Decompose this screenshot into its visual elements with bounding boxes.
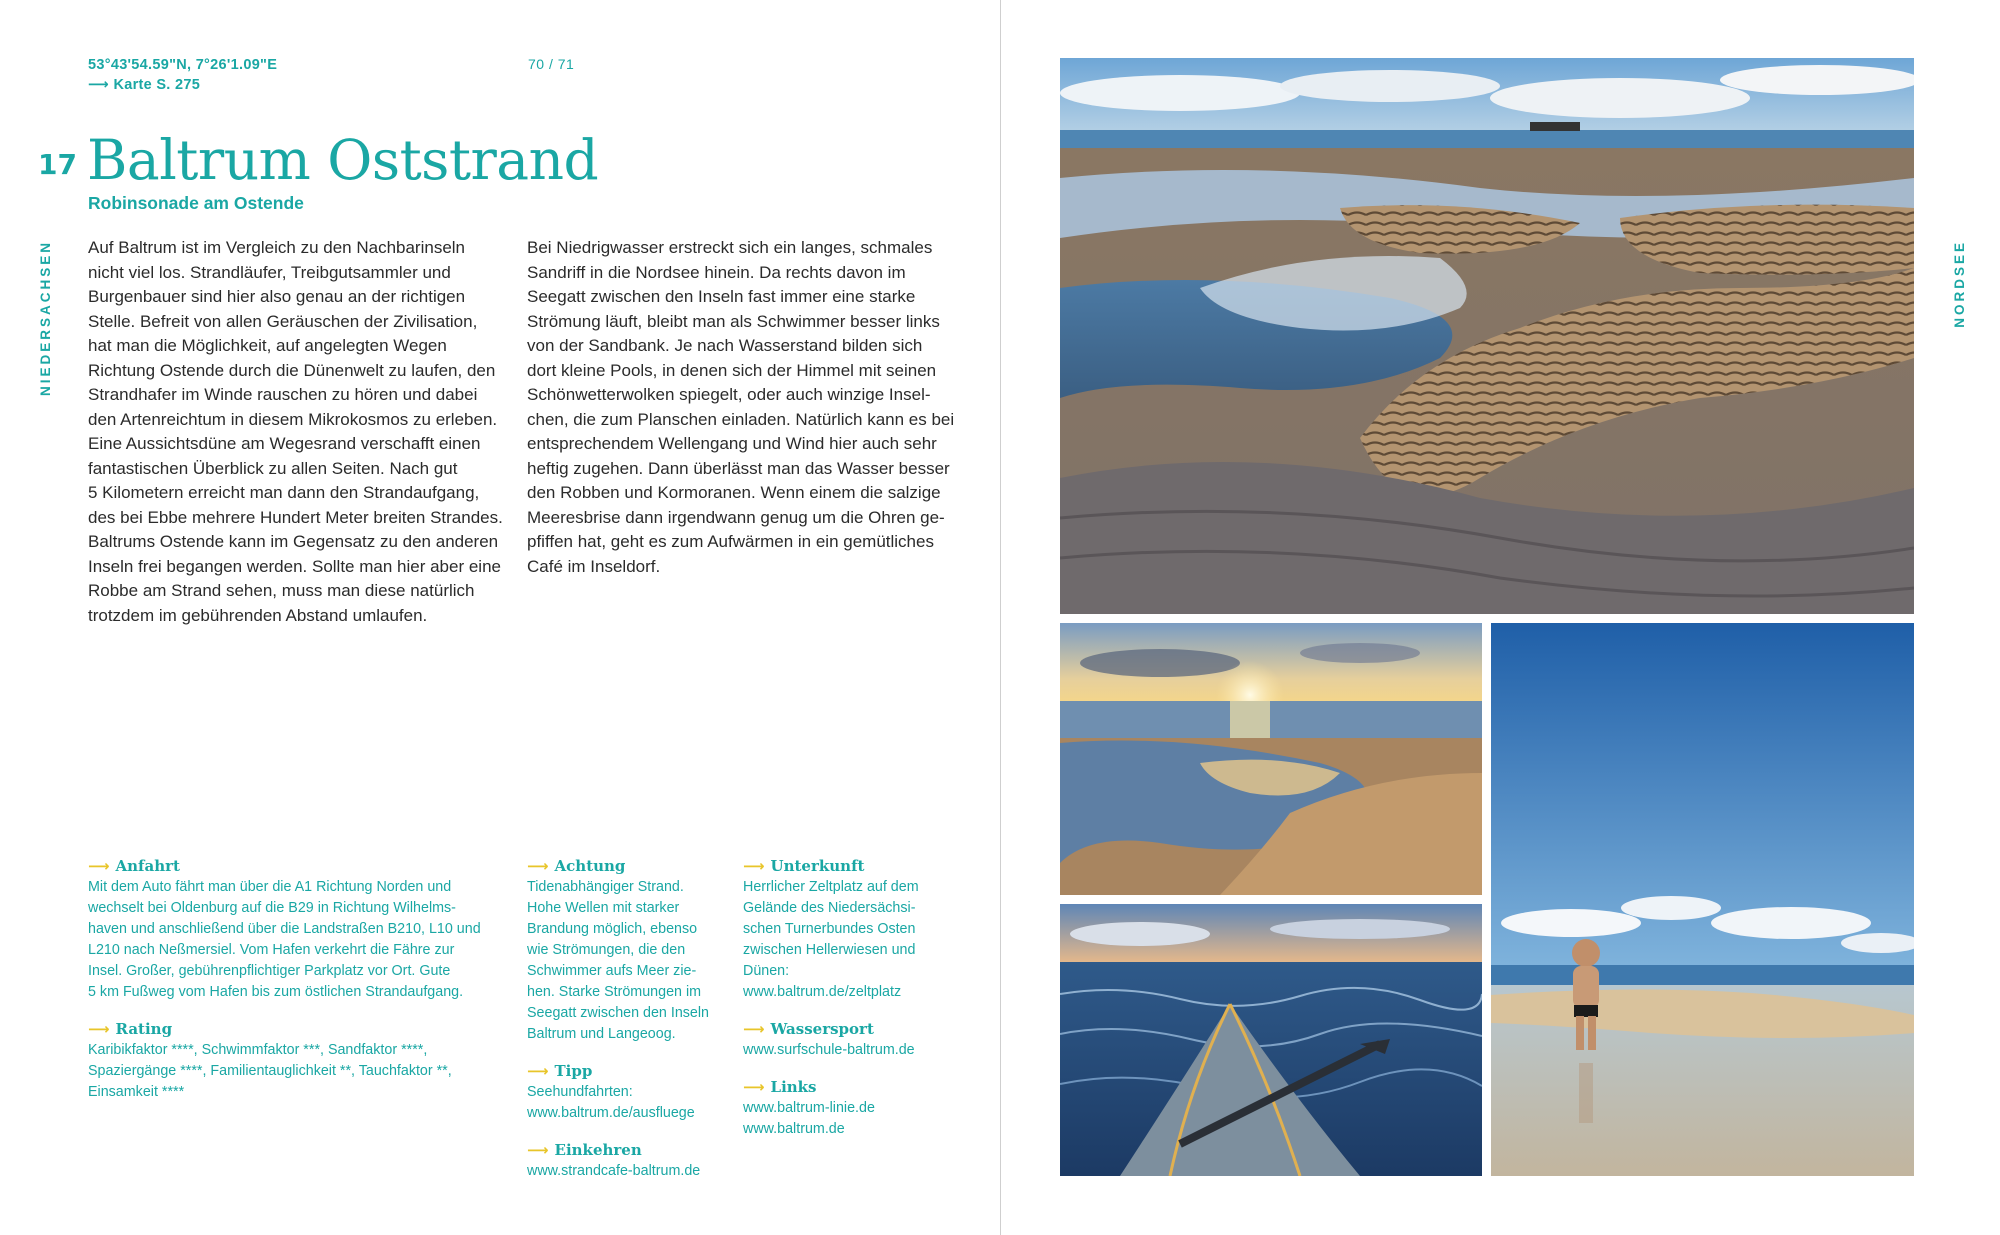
info-text-line: Gelände des Niedersächsi- — [743, 900, 916, 916]
info-heading: Achtung — [554, 857, 626, 875]
info-heading: Rating — [115, 1020, 173, 1038]
info-text-line: schen Turnerbundes Osten — [743, 921, 916, 937]
info-heading: Anfahrt — [115, 857, 180, 875]
info-text — [527, 1161, 732, 1182]
info-text-line: Seehundfahrten: — [527, 1084, 633, 1100]
body-text-line: von der Sandbank. Je nach Wasserstand bilden sich — [527, 336, 923, 355]
region-label: NORDSEE — [1952, 240, 1967, 328]
body-text-line: den Artenreichtum in diesem Mikrokosmos zu erleben. — [88, 409, 498, 429]
body-text-line: Seegatt zwischen den Inseln fast immer eine starke — [527, 287, 916, 306]
info-text-line: Schwimmer aufs Meer zie- — [527, 963, 697, 979]
info-text-line: Seegatt zwischen den Inseln — [527, 1005, 710, 1021]
info-text — [88, 877, 508, 1003]
body-text-line: den Robben und Kormoranen. Wenn einem die salzige — [527, 483, 941, 502]
info-text-line: Insel. Großer, gebührenpflichtiger Parkplatz vor Ort. Gute — [88, 963, 451, 979]
info-tipp — [527, 1061, 732, 1124]
info-heading: Unterkunft — [770, 857, 865, 875]
info-text — [743, 1098, 958, 1140]
coordinates: 53°43'54.59"N, 7°26'1.09"E — [88, 57, 278, 73]
info-text-line: www.baltrum.de/zeltplatz — [743, 984, 902, 1000]
info-text-line: www.surfschule-baltrum.de — [743, 1042, 915, 1058]
info-wassersport — [743, 1019, 958, 1061]
page-gutter-divider — [1000, 0, 1001, 1235]
info-text-line: Spaziergänge ****, Familientauglichkeit **, Tauchfaktor **, — [88, 1063, 452, 1079]
map-reference — [88, 75, 277, 95]
info-anfahrt — [88, 856, 508, 1003]
info-text-line: Baltrum und Langeoog. — [527, 1026, 676, 1042]
arrow-right-icon: ⟶ — [743, 1020, 765, 1038]
info-unterkunft — [743, 856, 958, 1003]
photo-sunset-pool-image — [1060, 623, 1482, 895]
info-text — [743, 877, 958, 1003]
body-text-line: Inseln frei begangen werden. Sollte man hier aber eine — [88, 556, 501, 576]
body-text-line: Eine Aussichtsdüne am Wegesrand verschafft einen — [88, 434, 481, 453]
arrow-right-icon: ⟶ — [743, 857, 765, 875]
info-text-line: Herrlicher Zeltplatz auf dem — [743, 879, 919, 895]
info-text — [743, 1040, 958, 1061]
body-text-line: Burgenbauer sind hier also genau an der richtigen — [88, 287, 466, 306]
arrow-right-icon: ⟶ — [88, 77, 110, 93]
info-text-line: 5 km Fußweg vom Hafen bis zum östlichen Strandaufgang. — [88, 984, 464, 1000]
body-text-line: Schönwetterwolken spiegelt, oder auch winzige Insel- — [527, 385, 931, 404]
page-title: Baltrum Oststrand — [87, 128, 599, 192]
body-text-line: chen, die zum Planschen einladen. Natürlich kann es bei — [527, 409, 955, 429]
body-text-line: hat man die Möglichkeit, auf angelegten Wegen — [88, 336, 447, 355]
photo-person-sandbank-image — [1491, 623, 1914, 1176]
arrow-right-icon: ⟶ — [527, 857, 549, 875]
body-text-line: nicht viel los. Strandläufer, Treibgutsammler und — [88, 262, 451, 282]
photo-kayak — [1060, 904, 1482, 1176]
info-column-1 — [88, 856, 508, 1119]
body-text-line: Café im Inseldorf. — [527, 556, 661, 576]
info-text-line: Hohe Wellen mit starker — [527, 900, 680, 916]
body-text-line: Robbe am Strand sehen, muss man diese natürlich — [88, 581, 475, 600]
info-text-line: Dünen: — [743, 963, 790, 979]
map-reference-label: Karte S. 275 — [113, 77, 201, 93]
info-text-line: L210 nach Neßmersiel. Vom Hafen verkehrt die Fähre zur — [88, 942, 455, 958]
info-text-line: zwischen Hellerwiesen und — [743, 942, 916, 958]
info-text-line: haven und anschließend über die Landstraßen B210, L10 und — [88, 921, 481, 937]
body-column-1 — [88, 236, 508, 628]
body-text-line: Baltrums Ostende kann im Gegensatz zu den anderen — [88, 532, 499, 551]
info-text-line: Karibikfaktor ****, Schwimmfaktor ***, Sandfaktor ****, — [88, 1042, 428, 1058]
body-text-line: Auf Baltrum ist im Vergleich zu den Nachbarinseln — [88, 238, 466, 257]
side-label-left — [38, 240, 56, 397]
body-text-line: dort kleine Pools, in denen sich der Himmel mit seinen — [527, 360, 937, 380]
body-text-line: 5 Kilometern erreicht man dann den Strandaufgang, — [88, 483, 480, 502]
body-column-2 — [527, 236, 957, 579]
photo-kayak-image — [1060, 904, 1482, 1176]
photo-person-sandbank — [1491, 623, 1914, 1176]
body-text-line: heftig zugehen. Dann überlässt man das Wasser besser — [527, 458, 950, 478]
body-text-line: Bei Niedrigwasser erstreckt sich ein langes, schmales — [527, 238, 933, 257]
body-text-line: pfiffen hat, geht es zum Aufwärmen in ein gemütliches — [527, 532, 934, 551]
info-text — [527, 1082, 732, 1124]
page-subtitle: Robinsonade am Ostende — [88, 193, 304, 213]
body-text-line: Sandriff in die Nordsee hinein. Da rechts davon im — [527, 262, 906, 282]
arrow-right-icon: ⟶ — [527, 1062, 549, 1080]
info-rating — [88, 1019, 508, 1103]
page-numbers: 70 / 71 — [528, 56, 575, 72]
body-text-line: trotzdem im gebührenden Abstand umlaufen. — [88, 605, 428, 625]
body-text-line: Stelle. Befreit von allen Geräuschen der Zivilisation, — [88, 311, 478, 331]
info-text-line: www.baltrum.de — [743, 1121, 845, 1137]
info-heading: Tipp — [554, 1062, 593, 1080]
body-text-line: fantastischen Überblick zu allen Seiten. Nach gut — [88, 458, 458, 478]
info-text-line: Mit dem Auto fährt man über die A1 Richtung Norden und — [88, 879, 452, 895]
info-achtung — [527, 856, 732, 1045]
info-text-line: www.baltrum.de/ausfluege — [527, 1105, 695, 1121]
body-text-line: Meeresbrise dann irgendwann genug um die Ohren ge- — [527, 507, 945, 527]
photo-tidal-flats — [1060, 58, 1914, 614]
arrow-right-icon: ⟶ — [88, 1020, 110, 1038]
info-text-line: Tidenabhängiger Strand. — [527, 879, 684, 895]
info-links — [743, 1077, 958, 1140]
info-text — [88, 1040, 508, 1103]
photo-sunset-pool — [1060, 623, 1482, 895]
body-text-line: entsprechendem Wellengang und Wind hier auch sehr — [527, 434, 937, 453]
body-text-line: Strömung läuft, bleibt man als Schwimmer besser links — [527, 311, 940, 331]
body-text-line: Strandhafer im Winde rauschen zu hören und dabei — [88, 385, 478, 404]
info-text-line: Einsamkeit **** — [88, 1084, 185, 1100]
arrow-right-icon: ⟶ — [88, 857, 110, 875]
info-text-line: wie Strömungen, die den — [527, 942, 686, 958]
region-label: NIEDERSACHSEN — [38, 240, 53, 397]
info-text-line: www.strandcafe-baltrum.de — [527, 1163, 701, 1179]
info-heading: Links — [770, 1078, 817, 1096]
photo-tidal-flats-image — [1060, 58, 1914, 614]
info-column-2 — [527, 856, 732, 1198]
info-text — [527, 877, 732, 1045]
info-text-line: www.baltrum-linie.de — [743, 1100, 875, 1116]
body-text-line: Richtung Ostende durch die Dünenwelt zu laufen, den — [88, 360, 496, 380]
info-text-line: Brandung möglich, ebenso — [527, 921, 698, 937]
side-label-right — [1952, 240, 1970, 328]
arrow-right-icon: ⟶ — [743, 1078, 765, 1096]
info-heading: Wassersport — [770, 1020, 874, 1038]
info-heading: Einkehren — [554, 1141, 642, 1159]
info-einkehren — [527, 1140, 732, 1182]
arrow-right-icon: ⟶ — [527, 1141, 549, 1159]
info-text-line: wechselt bei Oldenburg auf die B29 in Richtung Wilhelms- — [88, 900, 456, 916]
info-text-line: hen. Starke Strömungen im — [527, 984, 702, 1000]
coordinates-block — [88, 55, 277, 95]
info-column-3 — [743, 856, 958, 1156]
entry-number: 17 — [38, 148, 77, 181]
body-text-line: des bei Ebbe mehrere Hundert Meter breiten Strandes. — [88, 507, 503, 527]
